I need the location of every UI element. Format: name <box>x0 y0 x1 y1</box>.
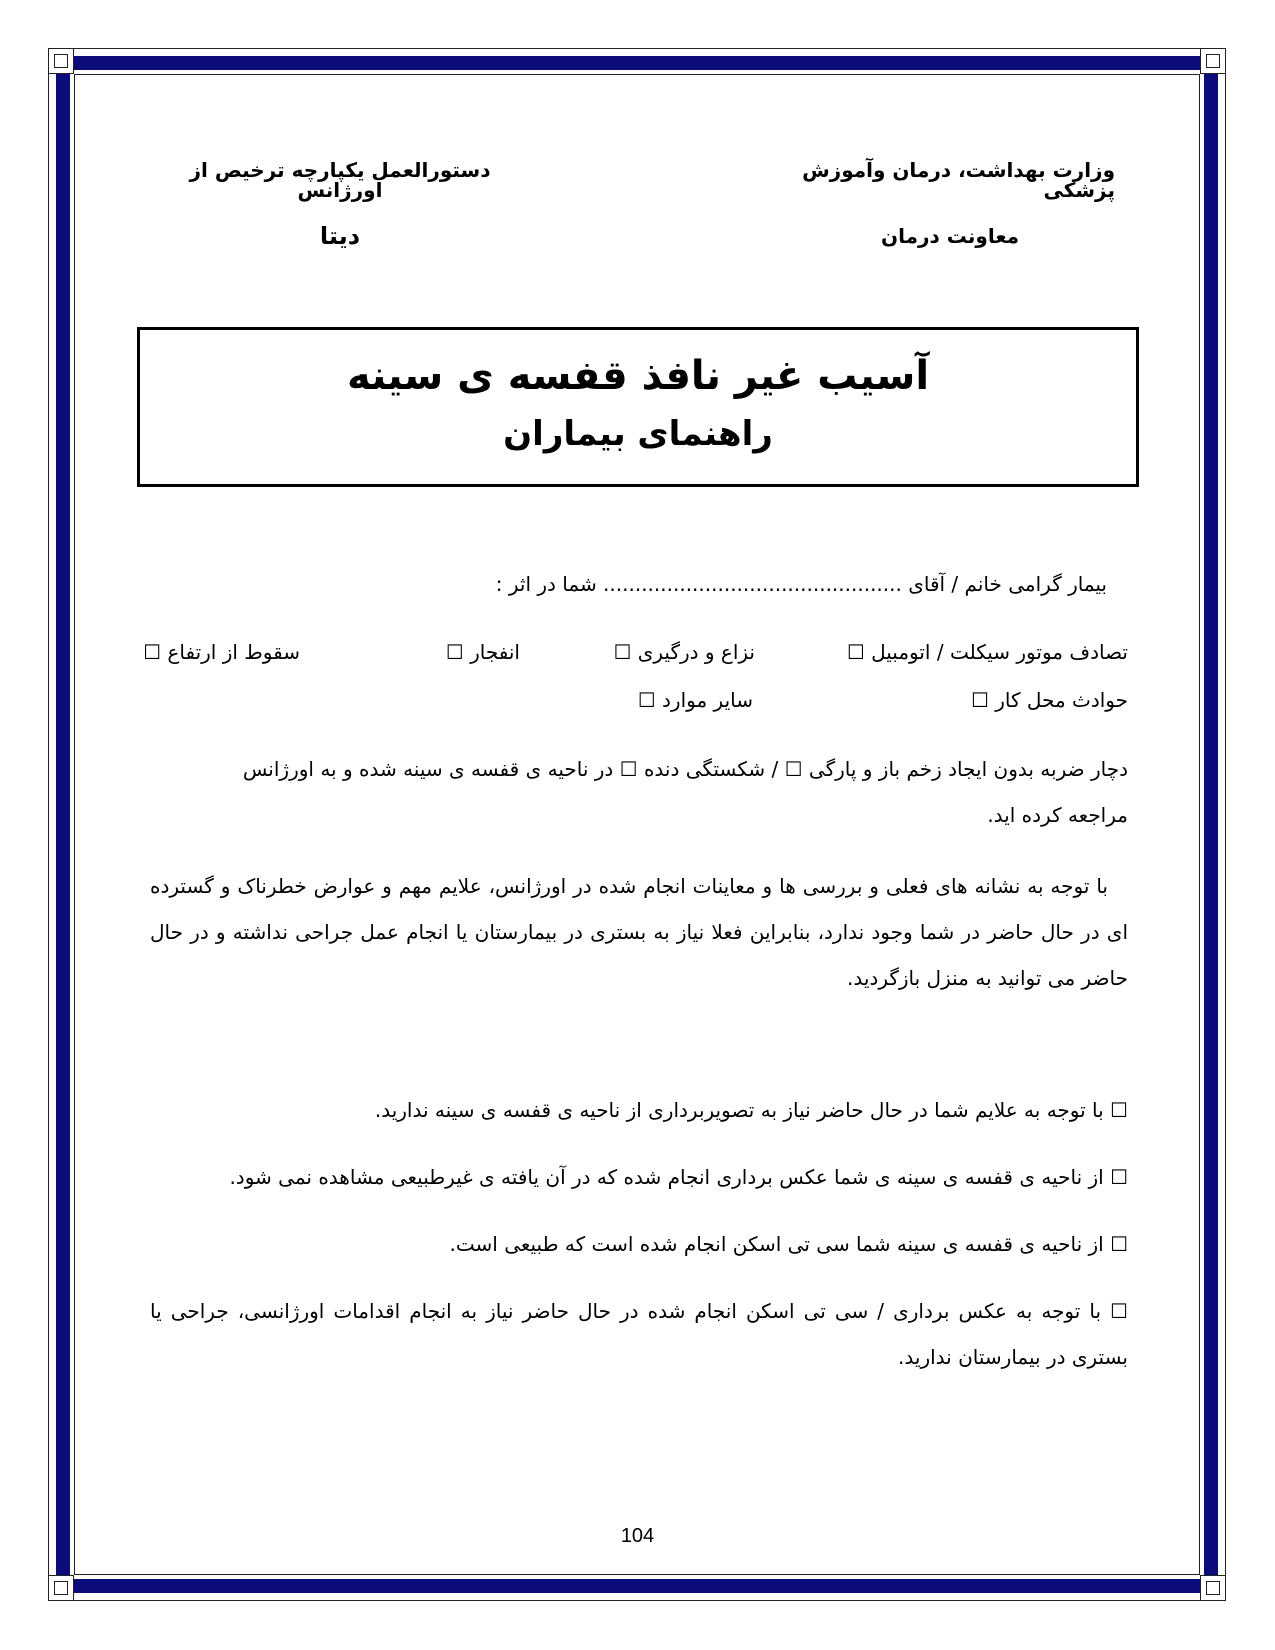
program-name: دیتا <box>319 222 361 250</box>
cause-explosion[interactable]: انفجار ☐ <box>445 640 520 664</box>
patient-intro: بیمار گرامی خانم / آقای ............................................... شما در اثر : <box>495 572 1107 596</box>
page-subtitle: راهنمای بیماران <box>503 414 773 454</box>
corner-ornament-top-right <box>1200 48 1226 74</box>
ministry-name: وزارت بهداشت، درمان وآموزش پزشکی <box>802 158 1115 202</box>
injury-type-line-cont: مراجعه کرده اید. <box>987 803 1128 827</box>
title-box <box>137 327 1139 487</box>
corner-ornament-top-left <box>48 48 74 74</box>
header-organization <box>755 160 1115 246</box>
deputy-name: معاونت درمان <box>881 224 1019 248</box>
cause-vehicle-accident[interactable]: تصادف موتور سیکلت / اتومبیل ☐ <box>846 640 1128 664</box>
corner-ornament-bottom-left <box>48 1575 74 1601</box>
cause-workplace[interactable]: حوادث محل کار ☐ <box>970 688 1128 712</box>
guideline-name: دستورالعمل یکپارچه ترخیص از اورژانس <box>189 158 491 202</box>
injury-type-line: دچار ضربه بدون ایجاد زخم باز و پارگی ☐ / شکستگی دنده ☐ در ناحیه ی قفسه ی سینه شده و به اورژانس <box>242 757 1128 781</box>
cause-fight[interactable]: نزاع و درگیری ☐ <box>613 640 755 664</box>
page-number: 104 <box>620 1525 655 1547</box>
option-ct-normal[interactable]: ☐ از ناحیه ی قفسه ی سینه شما سی تی اسکن انجام شده است که طبیعی است. <box>449 1232 1128 1256</box>
page-title: آسیب غیر نافذ قفسه ی سینه <box>346 353 930 399</box>
assessment-paragraph: با توجه به نشانه های فعلی و بررسی ها و معاینات انجام شده در اورژانس، علایم مهم و عوارض خطرناک و گسترده ای در حال حاضر در شما وجود ندارد، بنابراین فعلا نیاز به بستری در بیمارستان یا انجام عمل جراحی نداشته و در حال حاضر می توانید به منزل بازگردید. <box>150 874 1128 990</box>
option-no-imaging[interactable]: ☐ با توجه به علایم شما در حال حاضر نیاز به تصویربرداری از ناحیه ی قفسه ی سینه ندارید. <box>374 1098 1128 1122</box>
option-no-emergency-action[interactable]: ☐ با توجه به عکس برداری / سی تی اسکن انجام شده در حال حاضر نیاز به انجام اقدامات اورژانسی، جراحی یا بستری در بیمارستان ندارید. <box>150 1299 1128 1369</box>
cause-fall[interactable]: سقوط از ارتفاع ☐ <box>143 640 300 664</box>
header-guideline <box>160 160 520 248</box>
cause-other[interactable]: سایر موارد ☐ <box>637 688 753 712</box>
option-xray-normal[interactable]: ☐ از ناحیه ی قفسه ی سینه ی شما عکس برداری انجام شده که در آن یافته ی غیرطبیعی مشاهده نمی شود. <box>229 1165 1128 1189</box>
corner-ornament-bottom-right <box>1200 1575 1226 1601</box>
